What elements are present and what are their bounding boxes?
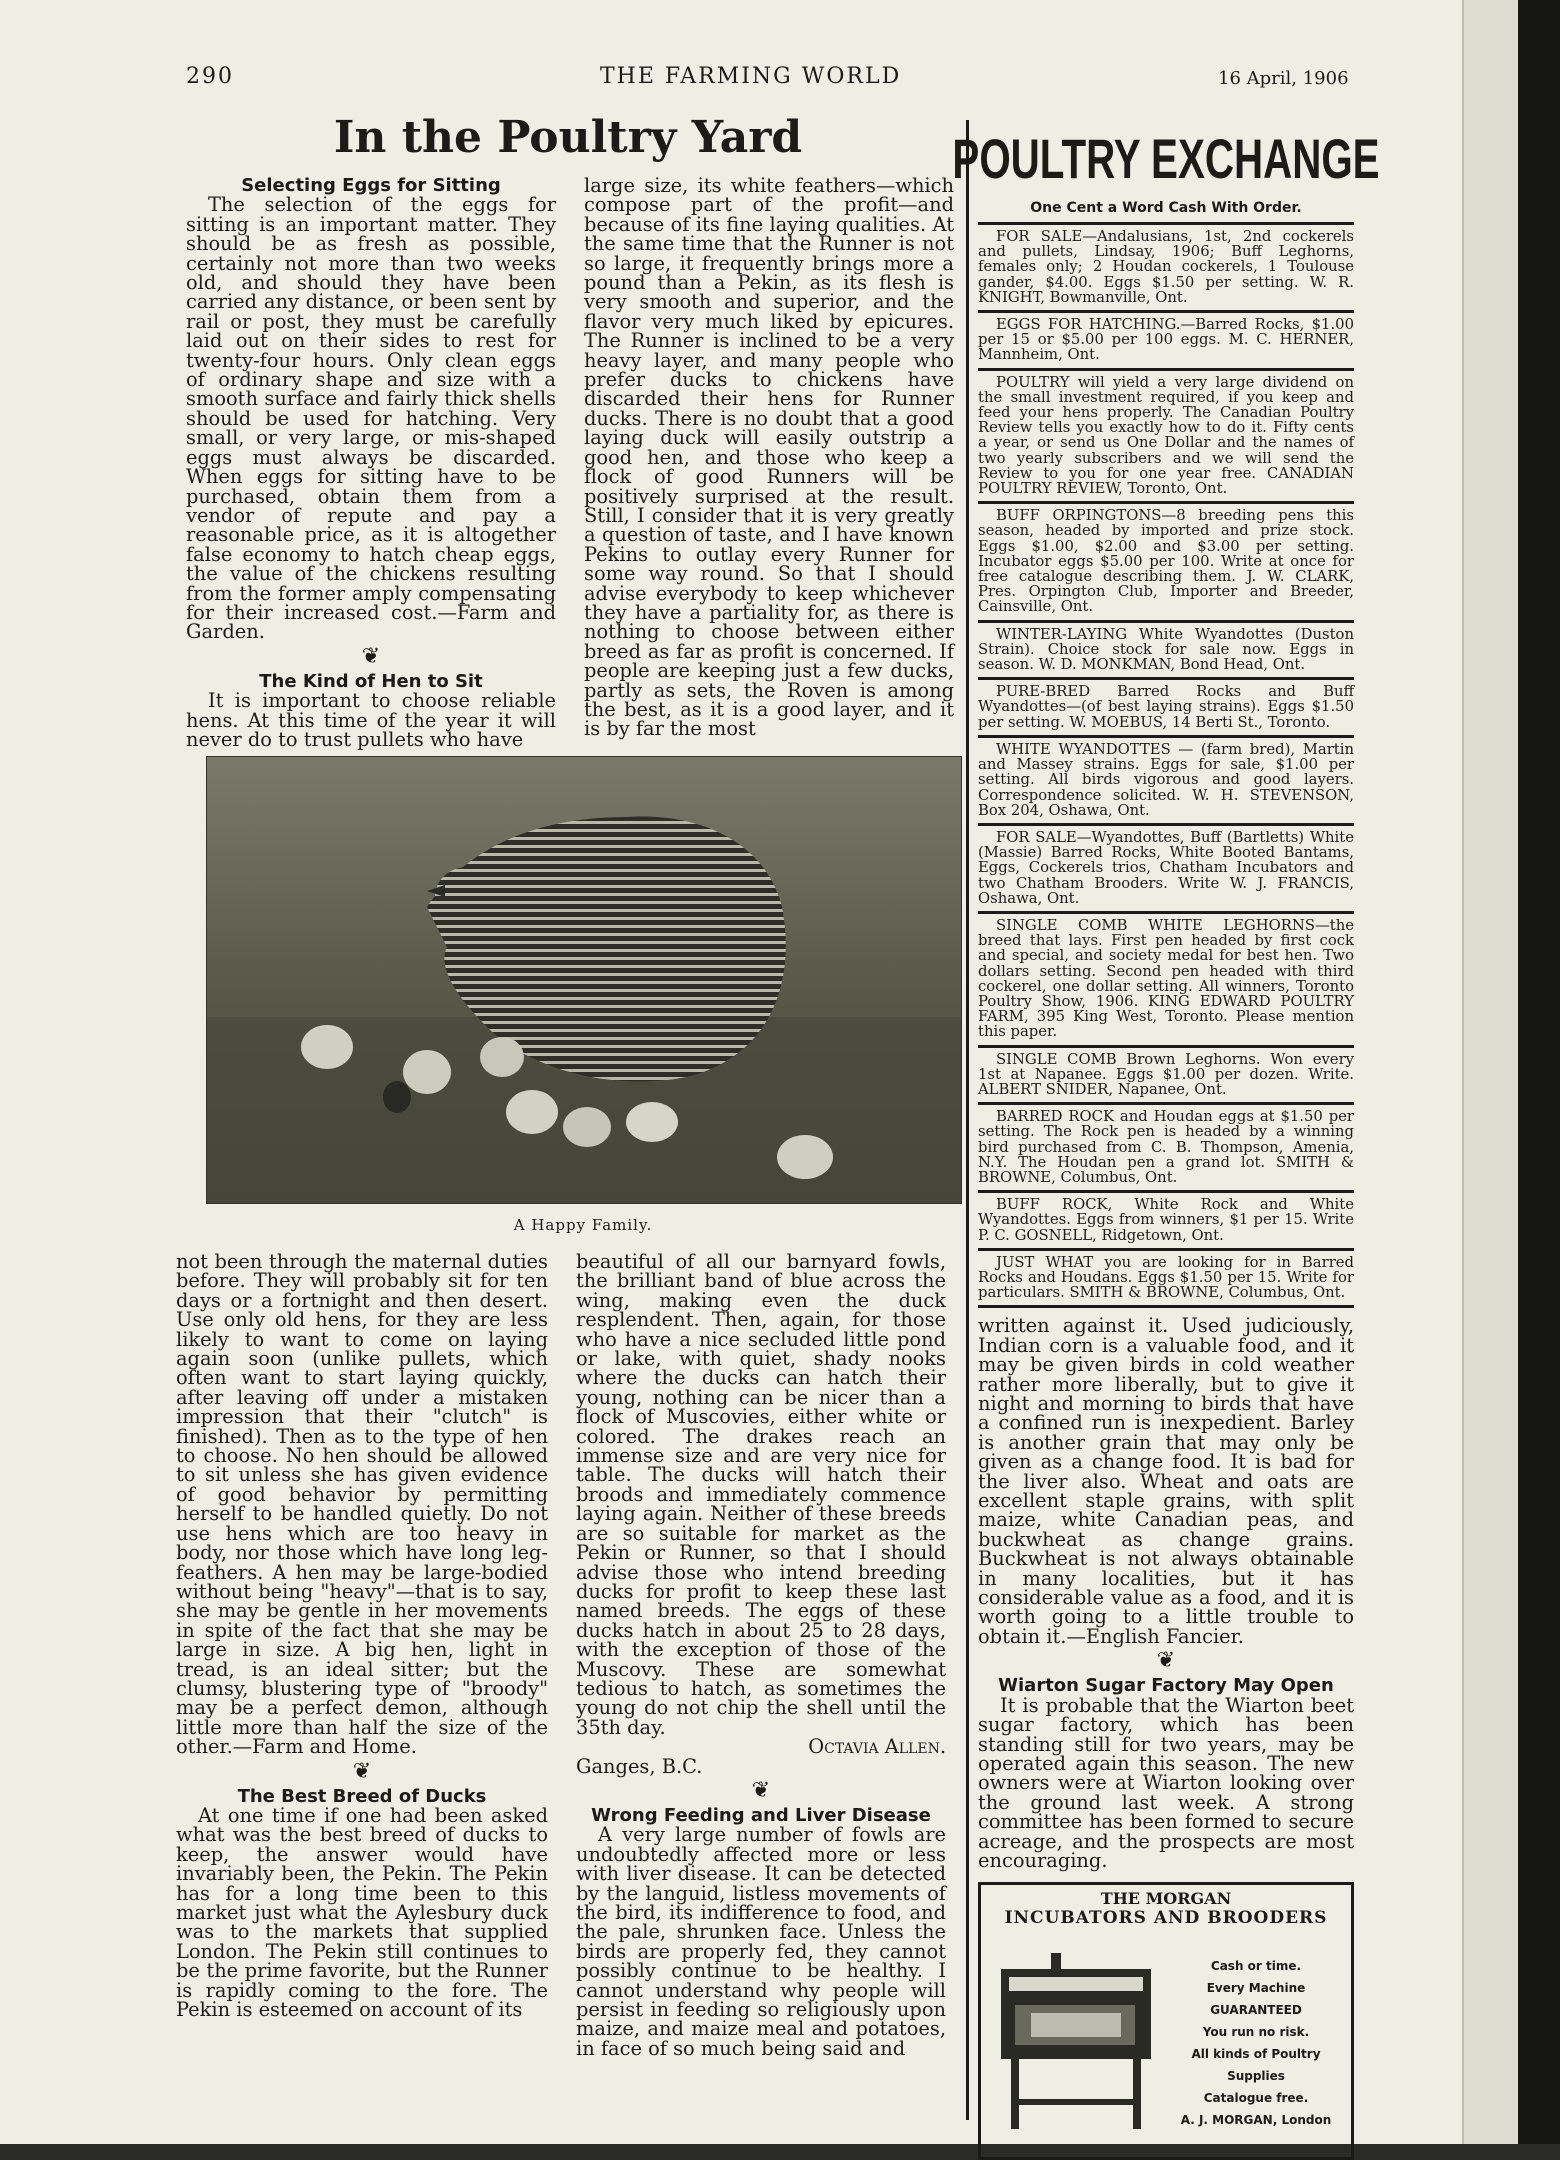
ornament-2: ❦ bbox=[352, 1758, 372, 1784]
classified-ad bbox=[978, 680, 1354, 738]
author-signature: Octavia Allen. bbox=[808, 1735, 946, 1759]
article-best-breed-ducks: At one time if one had been asked what was the best breed of ducks to keep, the answer would have invariably been, the Pekin. The Pekin has for a long time been to this market just what the Aylesbury duck was to the markets that supplied London. The Pekin still continues to be the prime favorite, but the Runner is rapidly coming to the fore. The Pekin is esteemed on account of its bbox=[176, 1803, 548, 2022]
classified-ad bbox=[978, 225, 1354, 313]
heading-selecting-eggs: Selecting Eggs for Sitting bbox=[241, 175, 501, 196]
ornament-3: ❦ bbox=[751, 1777, 771, 1803]
article-selecting-eggs: The selection of the eggs for sitting is an important matter. They should be as fresh as possible, certainly not more than two weeks old, and should they have been carried any distance, or been sent by rail or post, they must be carefully laid out on their sides to rest for twenty-four hours. Only clean eggs of ordinary shape and size with a smooth surface and fairly thick shells should be used for hatching. Very small, or very large, or mis-shaped eggs must always be discarded. When eggs for sitting have to be purchased, obtain them from a vendor of repute and pay a reasonable price, as it is altogether false economy to hatch cheap eggs, the value of the chickens resulting from the former amply compensating for their increased cost.—Farm and Garden. bbox=[186, 193, 556, 644]
poultry-exchange-subtitle: One Cent a Word Cash With Order. bbox=[978, 200, 1354, 225]
issue-date: 16 April, 1906 bbox=[1218, 68, 1349, 89]
column-3-articles bbox=[978, 1316, 1354, 1870]
binding-shadow bbox=[1518, 0, 1560, 2144]
column-divider bbox=[966, 120, 969, 2120]
article-wrong-feeding-continued: written against it. Used judiciously, Indian corn is a valuable food, and it may be given birds in cold weather rather more liberally, but to give it night and morning to birds that have a confined run is inexpedient. Barley is another grain that may only be given as a change food. It is bad for the liver also. Wheat and oats are excellent staple grains, with split maize, white Canadian peas, and buckwheat as change grains. Buckwheat is not always obtainable in many localities, but it has considerable value as a food, and it is worth going to a little trouble to obtain it.—English Fancier. bbox=[978, 1314, 1354, 1648]
column-2-top bbox=[584, 176, 954, 739]
classified-ad-text: JUST WHAT you are looking for in Barred Rocks and Houdans. Eggs $1.50 per 15. Write for particulars. SMITH & BROWNE, Columbus, Ont. bbox=[978, 1253, 1354, 1302]
classified-ads bbox=[978, 225, 1354, 1308]
heading-kind-of-hen: The Kind of Hen to Sit bbox=[259, 670, 483, 692]
classified-ad bbox=[978, 623, 1354, 681]
morgan-ad-detail: You run no risk. bbox=[1202, 2025, 1310, 2040]
page-number: 290 bbox=[186, 64, 234, 89]
classified-ad bbox=[978, 914, 1354, 1048]
heading-best-breed-ducks: The Best Breed of Ducks bbox=[237, 1785, 487, 1807]
article-ducks-end: beautiful of all our barnyard fowls, the brilliant band of blue across the wing, making even the duck resplendent. Then, again, for those who have a nice secluded little pond or lake, with quiet, shady nooks where the ducks can hatch their young, nothing can be nicer than a flock of Muscovies, either white or colored. The drakes reach an immense size and are very nice for table. The ducks will hatch their broods and immediately commence laying again. Neither of these breeds are so suitable for market as the Pekin or Runner, so that I should advise those who intend breeding ducks for profit to keep these last named breeds. The eggs of these ducks hatch in about 25 to 28 days, with the exception of those of the Muscovy. These are somewhat tedious to hatch, as sometimes the young do not chip the shell until the 35th day. bbox=[576, 1250, 946, 1739]
classified-ad bbox=[978, 1193, 1354, 1251]
morgan-ad-line1: THE MORGAN bbox=[1100, 1889, 1232, 1909]
classified-ad bbox=[978, 371, 1354, 505]
article-kind-of-hen-start: It is important to choose reliable hens. At this time of the year it will never do to trust pullets who have bbox=[186, 689, 556, 751]
article-kind-of-hen-continued: not been through the maternal duties before. They will probably sit for ten days or a fortnight and then desert. Use only old hens, for they are less likely to want to come on laying again soon (unlike pullets, which often want to start laying quickly, after leaving off under a mistaken impression that their "clutch" is finished). Then as to the type of hen to choose. No hen should be allowed to sit unless she has given evidence of good behavior by permitting herself to be handled quietly. Do not use hens which are too heavy in body, nor those which have long leg-feathers. A hen may be large-bodied without being "heavy"—that is to say, she may be gentle in her movements in spite of the fact that she may be large in size. A big hen, light in tread, is an ideal sitter; but the clumsy, blustering type of "broody" may be a perfect demon, although little more than half the size of the other.—Farm and Home. bbox=[176, 1250, 548, 1759]
classified-ad-text: PURE-BRED Barred Rocks and Buff Wyandottes—(of best laying strains). Eggs $1.50 per setting. W. MOEBUS, 14 Berti St., Toronto. bbox=[978, 683, 1354, 731]
classified-ad-text: WHITE WYANDOTTES — (farm bred), Martin and Massey strains. Eggs for sale, $1.00 per setting. All birds vigorous and good layers. Correspondence solicited. W. H. STEVENSON, Box 204, Oshawa, Ont. bbox=[978, 740, 1354, 819]
classified-ad-text: POULTRY will yield a very large dividend on the small investment required, if you keep and feed your hens properly. The Canadian Poultry Review tells you exactly how to do it. Fifty cents a year, or send us One Dollar and the names of two yearly subscribers and we will send the Review to you for one year free. CANADIAN POULTRY REVIEW, Toronto, Ont. bbox=[978, 373, 1354, 498]
column-1-bottom bbox=[176, 1250, 548, 2022]
article-wiarton-sugar: It is probable that the Wiarton beet sugar factory, which has been standing still for two years, may be operated again this season. The new owners were at Wiarton looking over the ground last week. A strong committee has been formed to secure acreage, and the prospects are most encouraging. bbox=[978, 1693, 1354, 1872]
column-3 bbox=[952, 126, 1380, 2160]
classified-ad-text: WINTER-LAYING White Wyandottes (Duston Strain). Choice stock for sale now. Eggs in season. W. D. MONKMAN, Bond Head, Ont. bbox=[978, 625, 1354, 674]
photo-hen-and-chicks bbox=[206, 756, 962, 1204]
poultry-exchange-title: POULTRY EXCHANGE bbox=[952, 127, 1380, 190]
morgan-ad-detail: Catalogue free. bbox=[1203, 2091, 1309, 2106]
classified-ad-text: SINGLE COMB Brown Leghorns. Won every 1st at Napanee. Eggs $1.00 per dozen. Write. ALBERT SNIDER, Napanee, Ont. bbox=[978, 1050, 1354, 1098]
article-wrong-feeding: A very large number of fowls are undoubtedly affected more or less with liver disease. It can be detected by the languid, listless movements of the bird, its indifference to food, and the pale, shrunken face. Unless the birds are properly fed, they cannot possibly continue to be healthy. I cannot understand why people will persist in feeding so religiously upon maize, and maize meal and potatoes, in face of so much being said and bbox=[576, 1823, 946, 2060]
morgan-ad-detail: A. J. MORGAN, London bbox=[1180, 2113, 1332, 2128]
author-place: Ganges, B.C. bbox=[576, 1754, 703, 1778]
classified-ad-text: BARRED ROCK and Houdan eggs at $1.50 per setting. The Rock pen is headed by a winning bird purchased from C. B. Thompson, Amenia, N.Y. The Houdan pen a grand lot. SMITH & BROWNE, Columbus, Ont. bbox=[978, 1108, 1354, 1186]
classified-ad-text: SINGLE COMB WHITE LEGHORNS—the breed that lays. First pen headed by first cock and special, and society medal for best hen. Two dollars setting. Second pen headed with third cockerel, one dollar setting. All winners, Toronto Poultry Show, 1906. KING EDWARD POULTRY FARM, 395 King West, Toronto. Please mention this paper. bbox=[978, 916, 1354, 1041]
heading-wiarton-sugar: Wiarton Sugar Factory May Open bbox=[998, 1675, 1334, 1697]
classified-ad-text: BUFF ROCK, White Rock and White Wyandottes. Eggs from winners, $1 per 15. Write P. C. GOSNELL, Ridgetown, Ont. bbox=[978, 1196, 1354, 1244]
hen-chicks-illustration bbox=[207, 757, 961, 1203]
article-ducks-continued: large size, its white feathers—which compose part of the profit—and because of its fine laying qualities. At the same time that the Runner is not so large, it frequently brings more a pound than a Pekin, as its flesh is very smooth and superior, and the flavor very much liked by epicures. The Runner is inclined to be a very heavy layer, and many people who prefer ducks to chickens have discarded their hens for Runner ducks. There is no doubt that a good laying duck will easily outstrip a good hen, and those who keep a flock of good Runners will be positively surprised at the result. Still, I consider that it is very greatly a question of taste, and I have known Pekins to outlay every Runner for some way round. So that I should advise everybody to keep whichever they have a partiality for, as there is nothing to choose between either breed as far as profit is concerned. If people are keeping just a few ducks, partly as sets, the Roven is among the best, as it is a good layer, and it is by far the most bbox=[584, 174, 954, 741]
ornament-4: ❦ bbox=[1156, 1648, 1176, 1674]
classified-ad bbox=[978, 1105, 1354, 1193]
classified-ad bbox=[978, 504, 1354, 622]
classified-ad-text: FOR SALE—Andalusians, 1st, 2nd cockerels and pullets, Lindsay, 1906; Buff Leghorns, females only; 2 Houdan cockerels, 1 Toulouse gander, $4.00. Eggs $1.50 per setting. W. R. KNIGHT, Bowmanville, Ont. bbox=[978, 228, 1354, 306]
column-2-bottom bbox=[576, 1252, 946, 2058]
journal-title: THE FARMING WORLD bbox=[600, 64, 902, 89]
morgan-ad-details bbox=[1161, 1955, 1351, 2131]
section-title: In the Poultry Yard bbox=[333, 112, 803, 163]
ornament-1: ❦ bbox=[361, 643, 381, 669]
morgan-advertisement bbox=[978, 1882, 1354, 2160]
morgan-ad-line2: INCUBATORS AND BROODERS bbox=[1004, 1908, 1328, 1929]
heading-wrong-feeding: Wrong Feeding and Liver Disease bbox=[591, 1804, 931, 1826]
classified-ad bbox=[978, 826, 1354, 914]
photo-caption: A Happy Family. bbox=[513, 1216, 653, 1234]
classified-ad bbox=[978, 738, 1354, 826]
morgan-ad-detail: Cash or time. bbox=[1210, 1959, 1302, 1974]
classified-ad bbox=[978, 1048, 1354, 1106]
classified-ad-text: FOR SALE—Wyandottes, Buff (Bartletts) White (Massie) Barred Rocks, White Booted Bantams, Eggs, Cockerels trios, Chatham Incubators and two Chatham Brooders. Write W. J. FRANCIS, Oshawa, Ont. bbox=[978, 828, 1354, 907]
classified-ad bbox=[978, 1251, 1354, 1309]
facing-page-edge bbox=[1462, 0, 1520, 2144]
poultry-exchange-header bbox=[952, 126, 1380, 200]
morgan-ad-detail: All kinds of Poultry Supplies bbox=[1191, 2047, 1321, 2084]
column-1-top bbox=[186, 176, 556, 749]
classified-ad-text: EGGS FOR HATCHING.—Barred Rocks, $1.00 per 15 or $5.00 per 100 eggs. M. C. HERNER, Mannheim, Ont. bbox=[978, 316, 1354, 364]
incubator-icon bbox=[991, 1949, 1161, 2139]
classified-ad bbox=[978, 313, 1354, 371]
morgan-ad-detail: Every Machine GUARANTEED bbox=[1206, 1981, 1306, 2018]
classified-ad-text: BUFF ORPINGTONS—8 breeding pens this season, headed by imported and prize stock. Eggs $1.00, $2.00 and $3.00 per setting. Incubator eggs $5.00 per 100. Write at once for free catalogue describing them. J. W. CLARK, Pres. Orpington Club, Importer and Breeder, Cainsville, Ont. bbox=[978, 507, 1354, 616]
incubator-illustration bbox=[991, 1949, 1161, 2139]
